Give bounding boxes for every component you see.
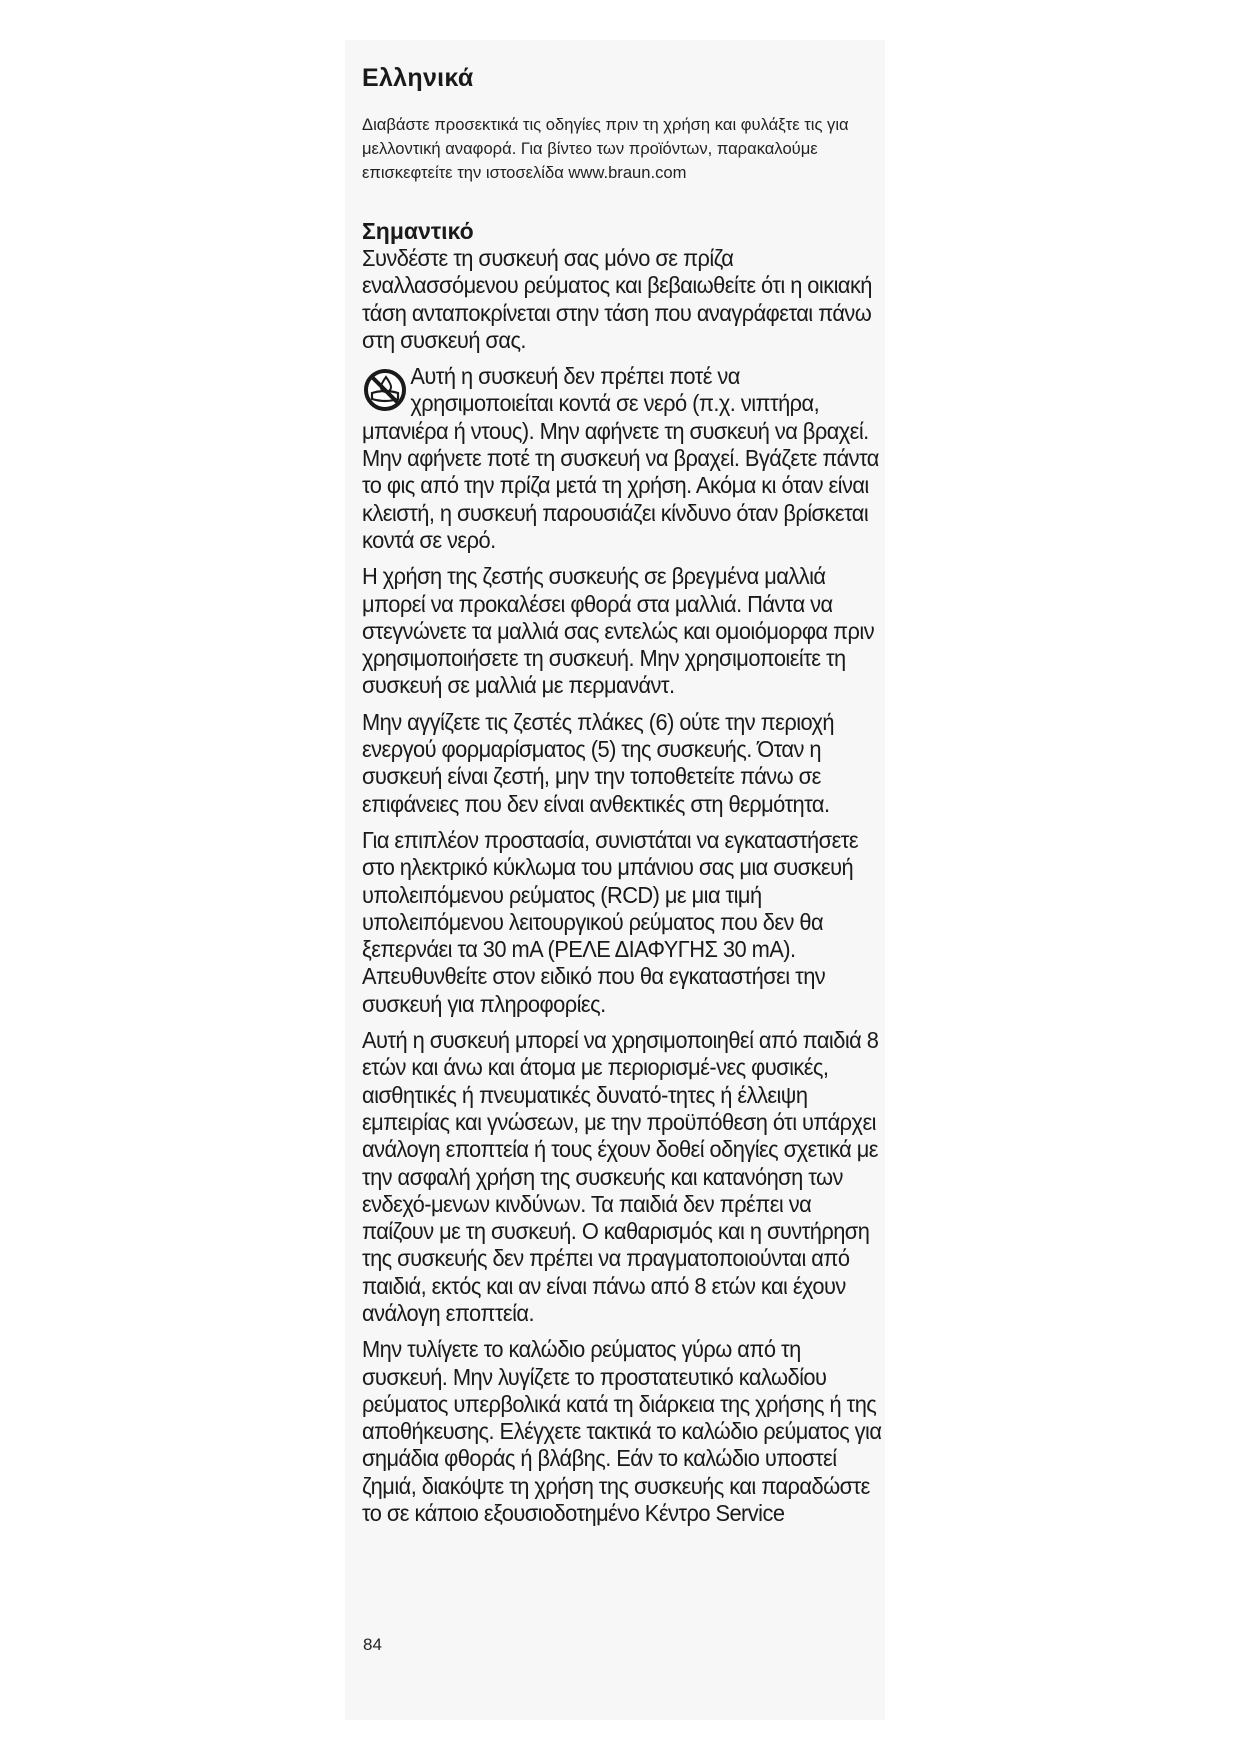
- paragraph-water-warning: Αυτή η συσκευή δεν πρέπει ποτέ να χρησιμοποιείται κοντά σε νερό (π.χ. νιπτήρα, μπανιέρα ή ντους). Μην αφήνετε τη συσκευή να βραχεί. Μην αφήνετε ποτέ τη συσκευή να βραχεί. Βγάζετε πάντα το φις από την πρίζα μετά τη χρήση. Ακόμα κι όταν είναι κλειστή, η συσκευή παρουσιάζει κίνδυνο όταν βρίσκεται κοντά σε νερό.: [362, 363, 879, 553]
- paragraph-wet-hair: Η χρήση της ζεστής συσκευής σε βρεγμένα μαλλιά μπορεί να προκαλέσει φθορά στα μαλλιά. Πάντα να στεγνώνετε τα μαλλιά σας εντελώς και ομοιόμορφα πριν χρησιμοποιήσετε τη συσκευή. Μην χρησιμοποιείτε τη συσκευή σε μαλλιά με περμανάντ.: [362, 563, 875, 699]
- page-number: 84: [363, 1635, 382, 1654]
- paragraph-hot-plates: Μην αγγίζετε τις ζεστές πλάκες (6) ούτε την περιοχή ενεργού φορμαρίσματος (5) της συσκευής. Όταν η συσκευή είναι ζεστή, μην την τοποθετείτε πάνω σε επιφάνειες που δεν είναι ανθεκτικές στη θερμότητα.: [362, 708, 835, 817]
- paragraph-water-warning-block: [362, 363, 882, 554]
- paragraph-rcd: Για επιπλέον προστασία, συνιστάται να εγκαταστήσετε στο ηλεκτρικό κύκλωμα του μπάνιου σας μια συσκευή υπολειπόμενου ρεύματος (RCD) με μια τιμή υπολειπόμενου λειτουργικού ρεύματος που δεν θα ξεπερνάει τα 30 mA (ΡΕΛΕ ΔΙΑΦΥΓΗΣ 30 mA). Απευθυνθείτε στον ειδικό που θα εγκαταστήσει την συσκευή για πληροφορίες.: [362, 826, 859, 1017]
- paragraph-power-cord: Μην τυλίγετε το καλώδιο ρεύματος γύρω από τη συσκευή. Μην λυγίζετε το προστατευτικό καλωδίου ρεύματος υπερβολικά κατά τη διάρκεια της χρήσης ή της αποθήκευσης. Ελέγχετε τακτικά το καλώδιο ρεύματος για σημάδια φθοράς ή βλάβης. Εάν το καλώδιο υποστεί ζημιά, διακόψτε τη χρήση της συσκευής και παραδώστε το σε κάποιο εξουσιοδοτημένο Κέντρο Service: [362, 1336, 882, 1527]
- section-heading-important: Σημαντικό: [362, 218, 474, 244]
- document-content: [362, 62, 882, 1536]
- intro-text: Διαβάστε προσεκτικά τις οδηγίες πριν τη χρήση και φυλάξτε τις για μελλοντική αναφορά. Για βίντεο των προϊόντων, παρακαλούμε επισκεφτείτε την ιστοσελίδα www.braun.com: [362, 115, 849, 182]
- language-title: Ελληνικά: [362, 64, 474, 92]
- paragraph-power-supply: Συνδέστε τη συσκευή σας μόνο σε πρίζα εναλλασσόμενου ρεύματος και βεβαιωθείτε ότι η οικιακή τάση ανταποκρίνεται στην τάση που αναγράφεται πάνω στη συσκευή σας.: [362, 245, 872, 353]
- paragraph-children: Αυτή η συσκευή μπορεί να χρησιμοποιηθεί από παιδιά 8 ετών και άνω και άτομα με περιορισμέ-νες φυσικές, αισθητικές ή πνευματικές δυνατό-τητες ή έλλειψη εμπειρίας και γνώσεων, με την προϋπόθεση ότι υπάρχει ανάλογη εποπτεία ή τους έχουν δοθεί οδηγίες σχετικά με την ασφαλή χρήση της συσκευής και κατανόηση των ενδεχό-μενων κινδύνων. Τα παιδιά δεν πρέπει να παίζουν με τη συσκευή. Ο καθαρισμός και η συντήρηση της συσκευής δεν πρέπει να πραγματοποιούνται από παιδιά, εκτός και αν είναι πάνω από 8 ετών και έχουν ανάλογη εποπτεία.: [362, 1027, 879, 1326]
